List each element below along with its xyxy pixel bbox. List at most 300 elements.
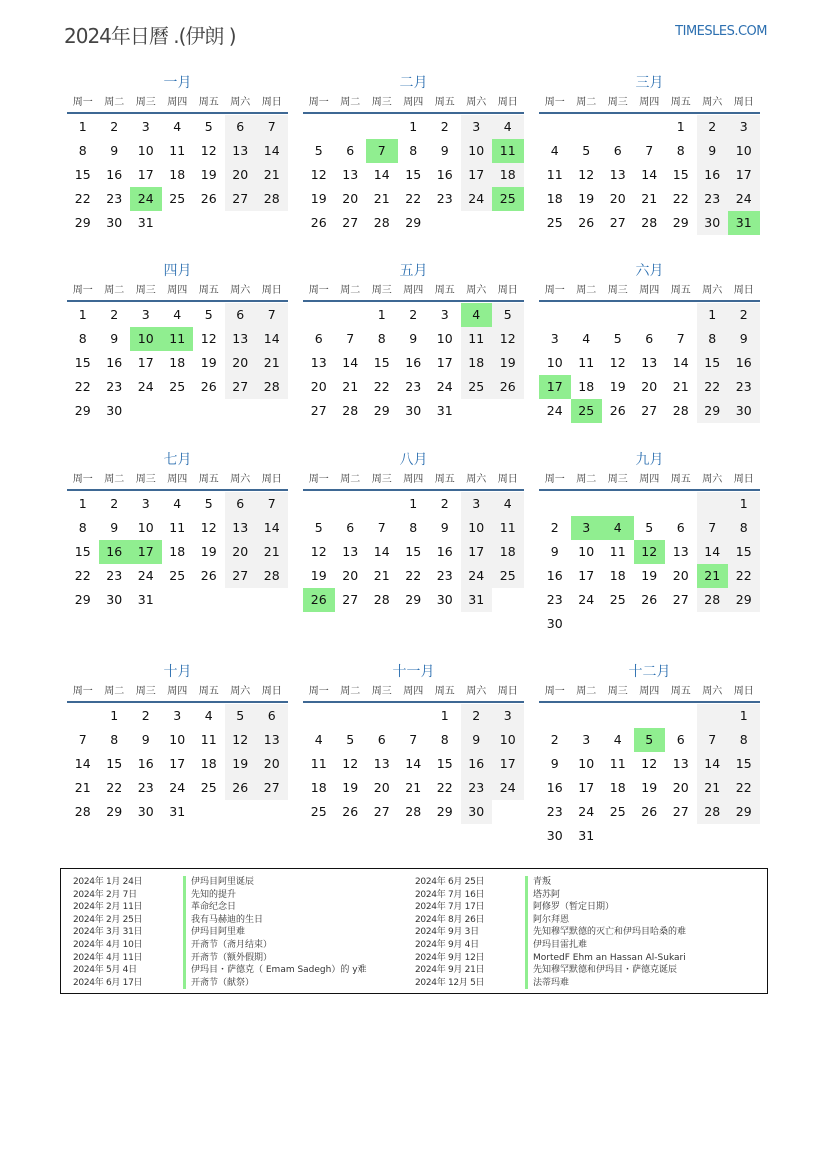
day-cell: 14 bbox=[342, 355, 359, 370]
day-cell: 19 bbox=[225, 752, 257, 776]
day-cell: 11 bbox=[492, 139, 524, 163]
day-cell: 26 bbox=[310, 215, 327, 230]
day-cell: 24 bbox=[546, 403, 563, 418]
day-cell: 29 bbox=[697, 399, 729, 423]
empty-day-cell bbox=[665, 492, 697, 516]
day-cell: 11 bbox=[609, 756, 626, 771]
holiday-date: 2024年 9月 3日 bbox=[415, 927, 479, 938]
weekday-label: 周三 bbox=[607, 97, 628, 108]
month-name: 七月 bbox=[163, 452, 192, 468]
legend-row bbox=[73, 952, 367, 965]
weekday-label: 周二 bbox=[340, 686, 361, 697]
day-cell: 7 bbox=[346, 331, 355, 346]
month-block bbox=[67, 661, 288, 824]
weekday-label: 周六 bbox=[702, 474, 723, 485]
weekday-label: 周三 bbox=[607, 474, 628, 485]
weekday-label: 周六 bbox=[702, 686, 723, 697]
day-cell: 12 bbox=[200, 331, 217, 346]
weekday-label: 周四 bbox=[639, 285, 660, 296]
day-grid bbox=[67, 704, 288, 824]
empty-day-cell bbox=[303, 492, 335, 516]
empty-day-cell bbox=[335, 115, 367, 139]
day-cell: 8 bbox=[78, 331, 87, 346]
day-cell: 24 bbox=[169, 780, 186, 795]
weekday-label: 周六 bbox=[230, 474, 251, 485]
month-name: 十月 bbox=[163, 664, 192, 680]
weekday-label: 周五 bbox=[198, 474, 219, 485]
weekday-header bbox=[303, 683, 524, 703]
day-cell: 30 bbox=[405, 403, 422, 418]
weekday-label: 周五 bbox=[434, 285, 455, 296]
legend-row bbox=[73, 977, 367, 990]
day-grid bbox=[539, 704, 760, 848]
legend-row bbox=[415, 964, 686, 977]
day-cell: 14 bbox=[256, 516, 288, 540]
day-cell: 17 bbox=[169, 756, 186, 771]
day-cell: 31 bbox=[436, 403, 453, 418]
day-cell: 24 bbox=[728, 187, 760, 211]
weekday-label: 周日 bbox=[497, 686, 518, 697]
empty-day-cell bbox=[303, 704, 335, 728]
day-cell: 24 bbox=[578, 804, 595, 819]
day-cell: 30 bbox=[106, 215, 123, 230]
day-cell: 9 bbox=[409, 331, 418, 346]
weekday-label: 周四 bbox=[639, 97, 660, 108]
day-cell: 24 bbox=[137, 568, 154, 583]
weekday-label: 周一 bbox=[308, 686, 329, 697]
day-cell: 30 bbox=[697, 211, 729, 235]
day-cell: 19 bbox=[641, 780, 658, 795]
weekday-label: 周六 bbox=[466, 285, 487, 296]
day-cell: 16 bbox=[546, 568, 563, 583]
day-cell: 17 bbox=[728, 163, 760, 187]
day-cell: 2 bbox=[550, 520, 559, 535]
weekday-label: 周五 bbox=[198, 97, 219, 108]
weekday-label: 周三 bbox=[371, 97, 392, 108]
day-cell: 26 bbox=[492, 375, 524, 399]
day-grid bbox=[67, 492, 288, 612]
day-cell: 5 bbox=[225, 704, 257, 728]
month-block bbox=[303, 260, 524, 423]
empty-day-cell bbox=[665, 824, 697, 848]
holiday-date: 2024年 9月 4日 bbox=[415, 939, 479, 950]
legend-column-left bbox=[73, 876, 367, 989]
day-cell: 27 bbox=[342, 592, 359, 607]
day-cell: 6 bbox=[256, 704, 288, 728]
day-cell: 5 bbox=[204, 307, 213, 322]
day-cell: 16 bbox=[106, 167, 123, 182]
weekday-label: 周二 bbox=[104, 686, 125, 697]
day-cell: 18 bbox=[609, 568, 626, 583]
day-cell: 22 bbox=[106, 780, 123, 795]
weekday-label: 周三 bbox=[135, 686, 156, 697]
weekday-label: 周二 bbox=[576, 686, 597, 697]
day-cell: 17 bbox=[492, 752, 524, 776]
day-cell: 24 bbox=[578, 592, 595, 607]
weekday-label: 周五 bbox=[670, 686, 691, 697]
day-cell: 25 bbox=[310, 804, 327, 819]
day-cell: 8 bbox=[728, 728, 760, 752]
weekday-label: 周五 bbox=[434, 686, 455, 697]
day-cell: 12 bbox=[492, 327, 524, 351]
day-cell: 15 bbox=[728, 752, 760, 776]
day-cell: 19 bbox=[310, 568, 327, 583]
day-cell: 21 bbox=[697, 776, 729, 800]
day-cell: 4 bbox=[550, 143, 559, 158]
weekday-label: 周四 bbox=[167, 285, 188, 296]
weekday-header bbox=[303, 471, 524, 491]
day-cell: 7 bbox=[676, 331, 685, 346]
brand-logo-text[interactable]: TIMESLES.COM bbox=[675, 24, 767, 39]
day-cell: 4 bbox=[173, 119, 182, 134]
day-cell: 23 bbox=[106, 379, 123, 394]
day-cell: 10 bbox=[492, 728, 524, 752]
day-cell: 8 bbox=[78, 520, 87, 535]
holiday-name: 先知穆罕默德和伊玛目・萨德克诞辰 bbox=[525, 964, 677, 977]
day-cell: 20 bbox=[609, 191, 626, 206]
day-cell: 20 bbox=[342, 568, 359, 583]
day-cell: 22 bbox=[373, 379, 390, 394]
day-cell: 17 bbox=[137, 355, 154, 370]
legend-row bbox=[415, 889, 686, 902]
empty-day-cell bbox=[303, 115, 335, 139]
day-cell: 13 bbox=[373, 756, 390, 771]
day-cell: 7 bbox=[256, 115, 288, 139]
holiday-name: 革命纪念日 bbox=[183, 901, 236, 914]
day-cell: 5 bbox=[634, 728, 666, 752]
holiday-name: 伊玛目雷扎难 bbox=[525, 939, 587, 952]
day-cell: 14 bbox=[373, 167, 390, 182]
weekday-label: 周日 bbox=[497, 97, 518, 108]
month-block bbox=[67, 449, 288, 612]
day-cell: 9 bbox=[110, 331, 119, 346]
day-cell: 16 bbox=[405, 355, 422, 370]
day-cell: 26 bbox=[303, 588, 335, 612]
day-cell: 28 bbox=[373, 215, 390, 230]
empty-day-cell bbox=[429, 211, 461, 235]
holiday-name: MortedF Ehm an Hassan Al-Sukari bbox=[525, 952, 686, 965]
day-cell: 17 bbox=[130, 540, 162, 564]
day-cell: 16 bbox=[99, 540, 131, 564]
weekday-header bbox=[67, 94, 288, 114]
day-cell: 9 bbox=[440, 143, 449, 158]
day-cell: 18 bbox=[200, 756, 217, 771]
day-cell: 5 bbox=[492, 303, 524, 327]
day-cell: 21 bbox=[373, 568, 390, 583]
day-cell: 15 bbox=[405, 544, 422, 559]
weekday-header bbox=[539, 683, 760, 703]
weekday-label: 周一 bbox=[544, 474, 565, 485]
day-cell: 15 bbox=[405, 167, 422, 182]
day-cell: 11 bbox=[200, 732, 217, 747]
day-cell: 27 bbox=[256, 776, 288, 800]
day-cell: 12 bbox=[342, 756, 359, 771]
day-cell: 30 bbox=[546, 616, 563, 631]
weekday-label: 周六 bbox=[466, 686, 487, 697]
empty-day-cell bbox=[225, 399, 257, 423]
day-cell: 4 bbox=[204, 708, 213, 723]
day-cell: 15 bbox=[74, 167, 91, 182]
empty-day-cell bbox=[602, 492, 634, 516]
day-cell: 2 bbox=[110, 496, 119, 511]
day-cell: 21 bbox=[405, 780, 422, 795]
day-cell: 13 bbox=[256, 728, 288, 752]
day-cell: 7 bbox=[645, 143, 654, 158]
day-cell: 13 bbox=[609, 167, 626, 182]
empty-day-cell bbox=[634, 612, 666, 636]
weekday-label: 周二 bbox=[576, 97, 597, 108]
month-block bbox=[67, 72, 288, 235]
month-block bbox=[303, 72, 524, 235]
weekday-label: 周四 bbox=[403, 474, 424, 485]
empty-day-cell bbox=[571, 492, 603, 516]
empty-day-cell bbox=[256, 800, 288, 824]
empty-day-cell bbox=[697, 492, 729, 516]
holiday-name: 伊玛目・萨德克（ Emam Sadegh）的 y难 bbox=[183, 964, 367, 977]
day-cell: 23 bbox=[546, 804, 563, 819]
day-cell: 22 bbox=[672, 191, 689, 206]
day-cell: 15 bbox=[697, 351, 729, 375]
weekday-label: 周四 bbox=[167, 686, 188, 697]
day-cell: 1 bbox=[676, 119, 685, 134]
empty-day-cell bbox=[602, 704, 634, 728]
day-cell: 12 bbox=[225, 728, 257, 752]
month-block bbox=[67, 260, 288, 423]
month-name: 十一月 bbox=[392, 664, 435, 680]
day-cell: 24 bbox=[492, 776, 524, 800]
day-cell: 1 bbox=[78, 119, 87, 134]
day-cell: 4 bbox=[314, 732, 323, 747]
day-cell: 3 bbox=[728, 115, 760, 139]
day-cell: 16 bbox=[436, 544, 453, 559]
day-cell: 27 bbox=[310, 403, 327, 418]
day-cell: 25 bbox=[609, 804, 626, 819]
empty-day-cell bbox=[193, 588, 225, 612]
weekday-label: 周日 bbox=[497, 474, 518, 485]
day-cell: 11 bbox=[169, 520, 186, 535]
day-cell: 15 bbox=[106, 756, 123, 771]
day-cell: 15 bbox=[728, 540, 760, 564]
empty-day-cell bbox=[492, 800, 524, 824]
day-cell: 6 bbox=[225, 492, 257, 516]
day-cell: 28 bbox=[672, 403, 689, 418]
weekday-label: 周二 bbox=[340, 285, 361, 296]
day-cell: 19 bbox=[578, 191, 595, 206]
day-cell: 6 bbox=[314, 331, 323, 346]
day-cell: 9 bbox=[110, 143, 119, 158]
month-name: 十二月 bbox=[628, 664, 671, 680]
day-cell: 18 bbox=[169, 167, 186, 182]
holiday-date: 2024年 7月 16日 bbox=[415, 889, 485, 900]
day-cell: 26 bbox=[342, 804, 359, 819]
day-cell: 3 bbox=[173, 708, 182, 723]
empty-day-cell bbox=[697, 704, 729, 728]
day-cell: 3 bbox=[461, 115, 493, 139]
holiday-date: 2024年 1月 24日 bbox=[73, 877, 143, 887]
day-cell: 11 bbox=[609, 544, 626, 559]
day-cell: 10 bbox=[461, 516, 493, 540]
weekday-label: 周日 bbox=[261, 686, 282, 697]
holiday-name: 开斋节（献祭） bbox=[183, 977, 254, 990]
empty-day-cell bbox=[461, 211, 493, 235]
day-cell: 28 bbox=[342, 403, 359, 418]
holiday-date: 2024年 2月 7日 bbox=[73, 889, 137, 900]
weekday-header bbox=[303, 94, 524, 114]
day-cell: 31 bbox=[461, 588, 493, 612]
month-name: 九月 bbox=[635, 452, 664, 468]
day-cell: 22 bbox=[405, 191, 422, 206]
day-cell: 24 bbox=[137, 379, 154, 394]
empty-day-cell bbox=[571, 704, 603, 728]
day-cell: 21 bbox=[256, 540, 288, 564]
month-block bbox=[539, 72, 760, 235]
day-cell: 10 bbox=[546, 355, 563, 370]
empty-day-cell bbox=[225, 588, 257, 612]
weekday-label: 周二 bbox=[576, 285, 597, 296]
day-cell: 12 bbox=[310, 167, 327, 182]
weekday-label: 周一 bbox=[308, 285, 329, 296]
day-cell: 6 bbox=[645, 331, 654, 346]
day-cell: 15 bbox=[74, 355, 91, 370]
weekday-label: 周三 bbox=[607, 285, 628, 296]
empty-day-cell bbox=[225, 211, 257, 235]
day-cell: 10 bbox=[578, 756, 595, 771]
holiday-name: 开斋节（斋月结束） bbox=[183, 939, 272, 952]
day-cell: 28 bbox=[697, 800, 729, 824]
holiday-name: 塔苏阿 bbox=[525, 889, 560, 902]
day-cell: 16 bbox=[436, 167, 453, 182]
day-cell: 29 bbox=[405, 592, 422, 607]
day-cell: 30 bbox=[137, 804, 154, 819]
weekday-header bbox=[67, 471, 288, 491]
day-cell: 4 bbox=[173, 496, 182, 511]
month-name: 八月 bbox=[399, 452, 428, 468]
day-cell: 4 bbox=[602, 516, 634, 540]
weekday-label: 周五 bbox=[434, 97, 455, 108]
day-cell: 25 bbox=[609, 592, 626, 607]
day-cell: 8 bbox=[409, 520, 418, 535]
day-cell: 16 bbox=[137, 756, 154, 771]
day-cell: 16 bbox=[106, 355, 123, 370]
day-cell: 27 bbox=[225, 564, 257, 588]
day-grid bbox=[303, 303, 524, 423]
holiday-date: 2024年 8月 26日 bbox=[415, 914, 485, 925]
empty-day-cell bbox=[634, 303, 666, 327]
day-cell: 12 bbox=[634, 540, 666, 564]
empty-day-cell bbox=[697, 612, 729, 636]
holiday-date: 2024年 3月 31日 bbox=[73, 927, 143, 938]
day-cell: 27 bbox=[342, 215, 359, 230]
day-cell: 26 bbox=[225, 776, 257, 800]
empty-day-cell bbox=[665, 704, 697, 728]
day-cell: 6 bbox=[346, 143, 355, 158]
weekday-label: 周五 bbox=[198, 285, 219, 296]
day-cell: 16 bbox=[461, 752, 493, 776]
day-cell: 1 bbox=[697, 303, 729, 327]
day-cell: 25 bbox=[169, 379, 186, 394]
day-cell: 26 bbox=[641, 592, 658, 607]
day-cell: 18 bbox=[546, 191, 563, 206]
holiday-date: 2024年 9月 12日 bbox=[415, 952, 485, 963]
empty-day-cell bbox=[130, 399, 162, 423]
weekday-label: 周一 bbox=[72, 285, 93, 296]
weekday-label: 周日 bbox=[733, 97, 754, 108]
day-cell: 9 bbox=[141, 732, 150, 747]
day-cell: 8 bbox=[676, 143, 685, 158]
empty-day-cell bbox=[539, 704, 571, 728]
day-grid bbox=[67, 115, 288, 235]
legend-row bbox=[415, 977, 686, 990]
day-cell: 6 bbox=[676, 520, 685, 535]
day-cell: 14 bbox=[641, 167, 658, 182]
day-cell: 3 bbox=[582, 732, 591, 747]
day-cell: 23 bbox=[461, 776, 493, 800]
day-cell: 10 bbox=[130, 327, 162, 351]
day-cell: 30 bbox=[436, 592, 453, 607]
day-cell: 17 bbox=[578, 780, 595, 795]
day-cell: 24 bbox=[461, 564, 493, 588]
day-cell: 23 bbox=[546, 592, 563, 607]
empty-day-cell bbox=[602, 115, 634, 139]
day-cell: 28 bbox=[74, 804, 91, 819]
day-cell: 1 bbox=[377, 307, 386, 322]
day-cell: 2 bbox=[697, 115, 729, 139]
holiday-date: 2024年 2月 25日 bbox=[73, 914, 143, 925]
day-cell: 21 bbox=[697, 564, 729, 588]
day-cell: 30 bbox=[546, 828, 563, 843]
day-cell: 6 bbox=[613, 143, 622, 158]
day-cell: 6 bbox=[225, 303, 257, 327]
empty-day-cell bbox=[366, 115, 398, 139]
weekday-label: 周日 bbox=[497, 285, 518, 296]
day-cell: 11 bbox=[492, 516, 524, 540]
weekday-label: 周日 bbox=[733, 474, 754, 485]
month-block bbox=[539, 661, 760, 848]
day-cell: 29 bbox=[74, 403, 91, 418]
day-cell: 27 bbox=[609, 215, 626, 230]
day-cell: 10 bbox=[169, 732, 186, 747]
weekday-label: 周日 bbox=[733, 686, 754, 697]
day-cell: 19 bbox=[609, 379, 626, 394]
weekday-label: 周五 bbox=[434, 474, 455, 485]
day-cell: 12 bbox=[200, 520, 217, 535]
day-cell: 3 bbox=[571, 516, 603, 540]
day-cell: 29 bbox=[106, 804, 123, 819]
day-cell: 5 bbox=[204, 496, 213, 511]
empty-day-cell bbox=[398, 704, 430, 728]
day-cell: 13 bbox=[310, 355, 327, 370]
day-cell: 28 bbox=[373, 592, 390, 607]
day-cell: 13 bbox=[225, 139, 257, 163]
day-cell: 5 bbox=[346, 732, 355, 747]
weekday-label: 周五 bbox=[198, 686, 219, 697]
legend-row bbox=[73, 964, 367, 977]
weekday-label: 周四 bbox=[403, 97, 424, 108]
day-cell: 4 bbox=[492, 115, 524, 139]
empty-day-cell bbox=[366, 492, 398, 516]
day-grid bbox=[303, 492, 524, 612]
day-cell: 22 bbox=[74, 379, 91, 394]
day-cell: 27 bbox=[225, 375, 257, 399]
day-cell: 23 bbox=[436, 568, 453, 583]
month-name: 四月 bbox=[163, 263, 192, 279]
day-cell: 11 bbox=[546, 167, 563, 182]
day-cell: 25 bbox=[492, 564, 524, 588]
day-cell: 31 bbox=[169, 804, 186, 819]
day-cell: 22 bbox=[436, 780, 453, 795]
legend-column-right bbox=[415, 876, 686, 989]
weekday-label: 周二 bbox=[104, 285, 125, 296]
